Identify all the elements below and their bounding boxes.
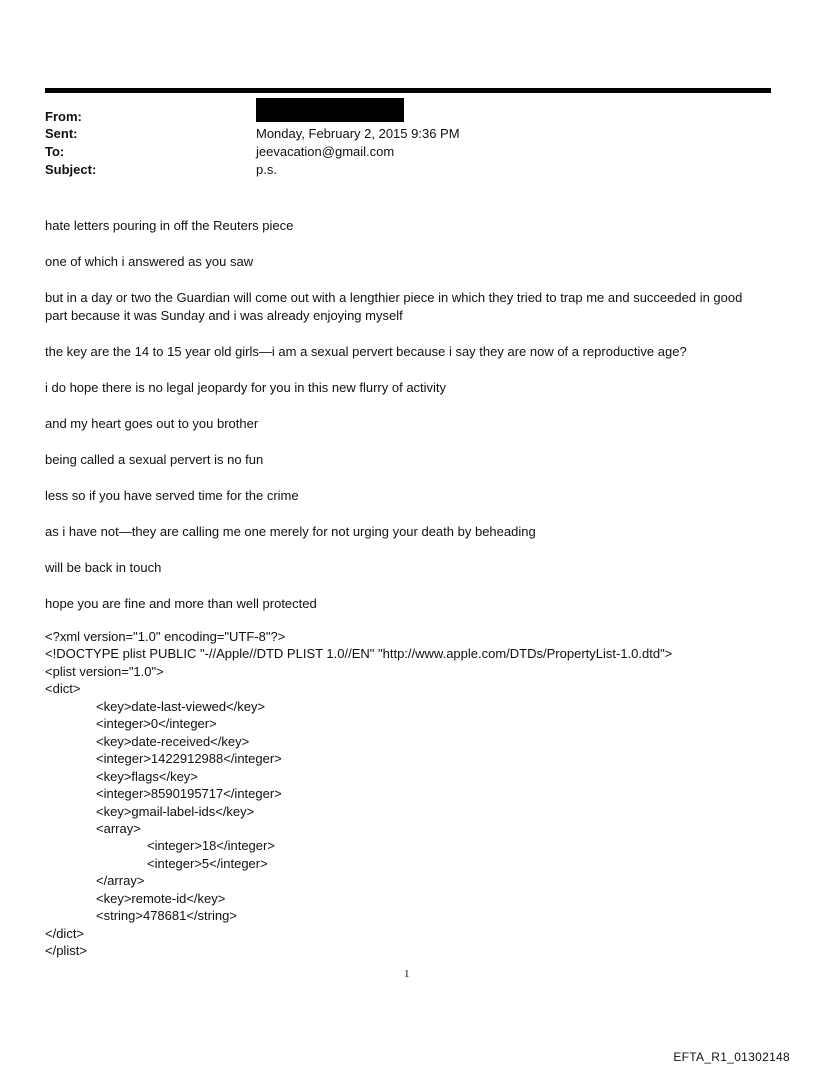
page-number: 1 xyxy=(404,968,410,980)
subject-value: p.s. xyxy=(256,162,277,177)
plist-line: </plist> xyxy=(45,943,87,959)
plist-line: <?xml version="1.0" encoding="UTF-8"?> xyxy=(45,629,286,644)
body-paragraph: less so if you have served time for the crime xyxy=(45,488,299,503)
body-paragraph: will be back in touch xyxy=(45,560,162,575)
plist-line: <!DOCTYPE plist PUBLIC "-//Apple//DTD PLIST 1.0//EN" "http://www.apple.com/DTDs/PropertyList-1.0.dtd"> xyxy=(45,646,673,662)
redaction-box xyxy=(256,98,404,122)
plist-line: </array> xyxy=(96,873,145,889)
plist-line: <integer>0</integer> xyxy=(96,716,217,732)
plist-line: <plist version="1.0"> xyxy=(45,663,164,679)
plist-line: <integer>1422912988</integer> xyxy=(96,751,282,767)
to-label: To: xyxy=(45,144,65,159)
subject-label: Subject: xyxy=(45,162,97,177)
plist-line: <integer>18</integer> xyxy=(147,838,275,854)
to-value: jeevacation@gmail.com xyxy=(256,144,395,159)
body-paragraph: i do hope there is no legal jeopardy for you in this new flurry of activity xyxy=(45,380,447,395)
plist-line: <key>remote-id</key> xyxy=(96,890,226,906)
document-id: EFTA_R1_01302148 xyxy=(673,1050,790,1064)
body-paragraph: being called a sexual pervert is no fun xyxy=(45,452,264,467)
body-paragraph: the key are the 14 to 15 year old girls—i am a sexual pervert because i say they are now of a reproductive age? xyxy=(45,344,687,359)
plist-line: <dict> xyxy=(45,681,81,697)
plist-line: <key>gmail-label-ids</key> xyxy=(96,803,255,819)
header-rule xyxy=(45,88,771,93)
plist-line: <array> xyxy=(96,820,141,836)
plist-line: <key>date-received</key> xyxy=(96,733,250,749)
body-paragraph: hate letters pouring in off the Reuters piece xyxy=(45,218,294,233)
sent-label: Sent: xyxy=(45,126,78,141)
plist-line: <key>flags</key> xyxy=(96,768,198,784)
plist-line: </dict> xyxy=(45,925,85,941)
body-paragraph: one of which i answered as you saw xyxy=(45,254,254,269)
body-paragraph: hope you are fine and more than well protected xyxy=(45,596,317,611)
from-label: From: xyxy=(45,109,82,124)
body-paragraph: as i have not—they are calling me one merely for not urging your death by beheading xyxy=(45,524,536,539)
body-paragraph: but in a day or two the Guardian will come out with a lengthier piece in which they tried to trap me and succeeded in good part because it was Sunday and i was already enjoying myself xyxy=(45,290,743,323)
plist-line: <string>478681</string> xyxy=(96,908,237,924)
sent-value: Monday, February 2, 2015 9:36 PM xyxy=(256,126,460,141)
body-paragraph: and my heart goes out to you brother xyxy=(45,416,259,431)
plist-line: <key>date-last-viewed</key> xyxy=(96,698,266,714)
plist-line: <integer>5</integer> xyxy=(147,855,268,871)
plist-line: <integer>8590195717</integer> xyxy=(96,786,282,802)
